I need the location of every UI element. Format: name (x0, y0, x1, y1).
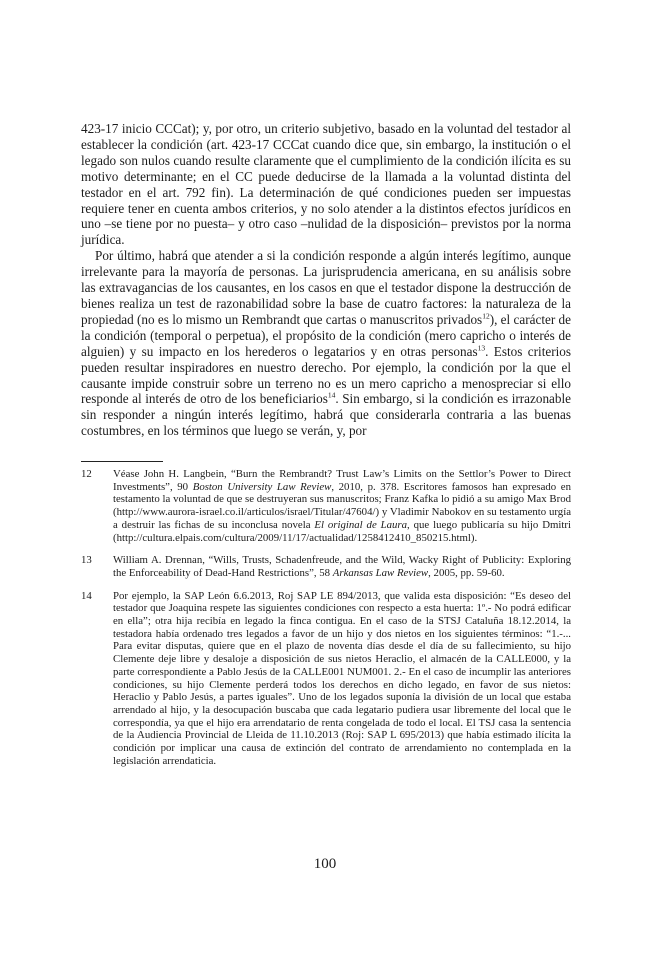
footnotes (81, 468, 571, 777)
paragraph-2 (81, 248, 571, 439)
paragraph-1: 423-17 inicio CCCat); y, por otro, un criterio subjetivo, basado en la voluntad del testador al establecer la condición (art. 423-17 CCCat cuando dice que, sin embargo, la institución o el legado son nulos cuando resulte claramente que el cumplimiento de la condición ilícita es su motivo determinante; en el CC puede deducirse de la llamada a la voluntad distinta del testador en el art. 792 fin). La determinación de qué condiciones pueden ser impuestas requiere tener en cuenta ambos criterios, y no solo atender a la distintos efectos jurídicos en uno –se tiene por no puesta– y otro caso –nulidad de la disposición– previstos por la norma jurídica. (81, 121, 571, 248)
body-text (81, 121, 571, 439)
footnote-text (113, 468, 571, 544)
footnote-number: 13 (81, 554, 92, 567)
footnote-ref-12[interactable]: 12 (482, 311, 490, 321)
footnote-ref-13[interactable]: 13 (477, 343, 486, 353)
footnote-ref-14[interactable]: 14 (327, 391, 336, 401)
footnote-text-part: , 2005, pp. 59-60. (428, 566, 505, 579)
book-title: El original de Laura (314, 518, 408, 531)
journal-title: Arkansas Law Review (332, 566, 429, 579)
footnote-14 (81, 590, 571, 768)
paragraph-2-part-c: . Estos criterios pueden resultar inspiradores en nuestro derecho. Por ejemplo, la condición por la que el causante impide construir sobre un terreno no es un mero capricho a menospreciar si ello responde al interés de otro de los beneficiarios (81, 343, 571, 407)
footnote-text-part: , que luego publicaría su hijo Dmitri (http://cultura.elpais.com/cultura/2009/11/17/actualidad/1258412410_850215.html). (113, 518, 571, 544)
footnote-12 (81, 468, 571, 544)
journal-title: Boston University Law Review (192, 480, 332, 493)
footnote-number: 12 (81, 468, 92, 480)
footnote-text: Por ejemplo, la SAP León 6.6.2013, Roj SAP LE 894/2013, que valida esta disposición: “Es deseo del testador que Joaquina respete las siguientes condiciones con respecto a esta huerta: 1º.- No podrá edificar en ella”; otra hija recibía en legado la finca contigua. En el caso de la STSJ Cataluña 18.12.2014, la testadora había ordenado tres legados a favor de un hijo y dos nietos en los siguientes términos: “1.-... Para evitar disputas, quiere que en el plazo de noventa días desde el día de su fallecimiento, su hijo Clemente deje libre y desaloje a disposición de sus nietos Heraclio, el almacén de la CALLE000, y la parte correspondiente a Pablo Jesús de la CALLE001 NUM001. 2.- En el caso de incumplir las anteriores condiciones, su hijo Clemente perderá todos los derechos en dicho legado, en favor de sus nietos: Heraclio y Pablo Jesús, a partes iguales”. Uno de los legados suponía la división de un local que estaba arrendado al hijo, y la desocupación buscaba que cada legatario pudiera usar libremente del local que le correspondía, ya que el hijo era arrendatario de renta congelada de todo el local. El TSJ casa la sentencia de la Audiencia Provincial de Lleida de 11.10.2013 (Roj: SAP L 695/2013) que había estimado ilícita la condición por implicar una causa de extinción del contrato de arrendamiento no contemplada en la legislación arrendaticia. (113, 589, 571, 767)
footnote-text-part: William A. Drennan, “Wills, Trusts, Schadenfreude, and the Wild, Wacky Right of Publicity: Exploring the Enforceability of Dead-Hand Restrictions”, 58 (113, 554, 571, 579)
page-number: 100 (313, 856, 337, 872)
paragraph-2-part-a: Por último, habrá que atender a si la condición responde a algún interés legítimo, aunque irrelevante para la mayoría de personas. La jurisprudencia americana, en su análisis sobre las extravagancias de los causantes, en los casos en que el testador dispone la destrucción de bienes realiza un test de razonabilidad sobre la base de cuatro factores: la naturaleza de la propiedad (no es lo mismo un Rembrandt que cartas o manuscritos privados (81, 248, 571, 327)
paragraph-2-part-b: ), el carácter de la condición (temporal o perpetua), el propósito de la condición (mero capricho o interés de alguien) y su impacto en los herederos o legatarios y en otras personas (81, 311, 571, 359)
paragraph-2-part-d: . Sin embargo, si la condición es irrazonable sin responder a ningún interés legítimo, habrá que considerarla contraria a las buenas costumbres, en los términos que luego se verán, y, por (81, 391, 571, 439)
footnote-number: 14 (81, 589, 92, 602)
footnote-text (113, 554, 571, 579)
footnote-13 (81, 554, 571, 579)
footnote-separator (81, 461, 163, 462)
footnote-text-part: Véase John H. Langbein, “Burn the Rembrandt? Trust Law’s Limits on the Settlor’s Power to Direct Investments”, 90 (113, 468, 571, 493)
footnote-text-part: , 2010, p. 378. Escritores famosos han expresado en testamento la voluntad de que se destruyeran sus manuscritos; Franz Kafka lo pidió a su amigo Max Brod (http://www.aurora-israel.co.il/articulos/israel/Titular/47604/) y Vladimir Nabokov en su testamento urgía a destruir las fichas de su inconclusa novela (113, 480, 571, 531)
